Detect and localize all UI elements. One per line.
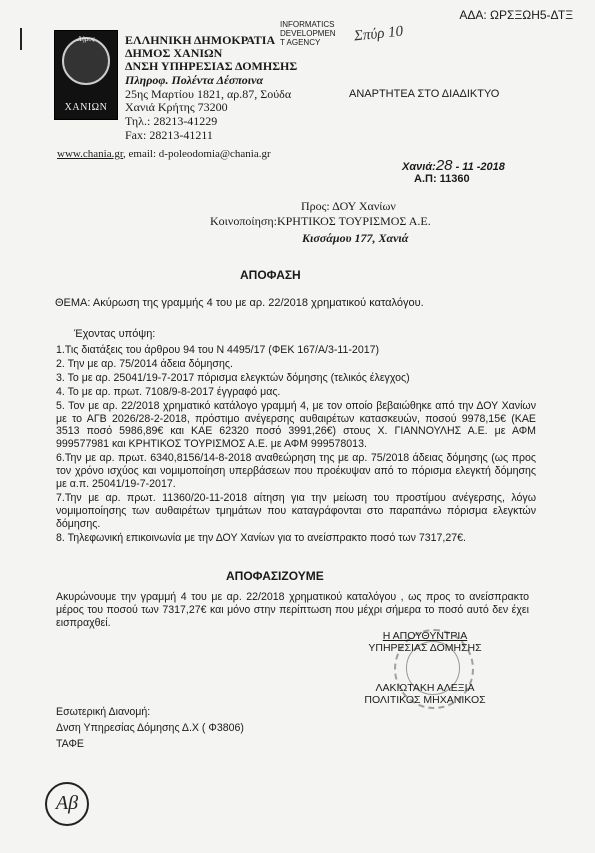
recipient-to: Προς: ΔΟΥ Χανίων: [301, 199, 396, 213]
logo-caption: Δήμος: [77, 35, 95, 43]
handwritten-initials: Αβ: [45, 782, 89, 826]
internal-distribution: [56, 704, 244, 752]
document-date: Χανιά:28 - 11 -2018: [402, 157, 505, 174]
municipality-logo: [54, 30, 118, 120]
org-line-1: ΕΛΛΗΝΙΚΗ ΔΗΜΟΚΡΑΤΙΑ: [125, 33, 276, 47]
logo-emblem-icon: [62, 37, 110, 85]
org-line-3: ΔΝΣΗ ΥΠΗΡΕΣΙΑΣ ΔΟΜΗΣΗΣ: [125, 59, 298, 73]
protocol-number: Α.Π: 11360: [414, 173, 470, 185]
handwritten-note: Σπύρ 10: [353, 23, 404, 45]
decide-title: ΑΠΟΦΑΣΙΖΟΥΜΕ: [226, 569, 324, 583]
contact-person: Πληροφ. Πολέντα Δέσποινα: [125, 73, 264, 87]
phone: Τηλ.: 28213-41229: [125, 114, 218, 128]
ada-code: ΑΔΑ: ΩΡΣΞΩΗ5-ΔΤΞ: [459, 8, 573, 22]
decision-text: Ακυρώνουμε την γραμμή 4 του με αρ. 22/2018 χρηματικού καταλόγου , ως προς το ανείσπρακτο μέρος του ποσού των 7317,27€ και μόνο στην περίπτωση που μέχρι σήμερα το ποσό αυτό δεν έχει εισπραχθεί.: [56, 591, 529, 629]
address: 25ης Μαρτίου 1821, αρ.87, Σούδα: [125, 87, 292, 101]
website-link[interactable]: www.chania.gr: [57, 148, 124, 160]
email: , email: d-poleodomia@chania.gr: [123, 148, 271, 160]
signatory-title: ΠΟΛΙΤΙΚΟΣ ΜΗΧΑΝΙΚΟΣ: [364, 694, 486, 706]
list-item: 7.Την με αρ. πρωτ. 11360/20-11-2018 αίτηση για την μείωση του προστίμου ανέγερσης, λόγω νομιμοποίησης των αυθαιρέτων τμημάτων που καταγράφονται στο παραπάνω πόρισμα ελεγκτών δόμησης.: [56, 491, 536, 530]
margin-mark: [20, 28, 22, 50]
internal-line-2: ΤΑΦΕ: [56, 738, 84, 750]
recipient-cc-address: Κισσάμου 177, Χανιά: [302, 231, 409, 245]
web-contact: [57, 148, 271, 160]
list-item: 3. Το με αρ. 25041/19-7-2017 πόρισμα ελεγκτών δόμησης (τελικός έλεγχος): [56, 371, 410, 384]
fax: Fax: 28213-41211: [125, 128, 213, 142]
internal-label: Εσωτερική Διανομή:: [56, 706, 151, 718]
list-item: 2. Την με αρ. 75/2014 άδεια δόμησης.: [56, 357, 233, 370]
date-day: 28: [435, 157, 453, 174]
signatory-department: ΥΠΗΡΕΣΙΑΣ ΔΟΜΗΣΗΣ: [368, 642, 482, 654]
decision-title: ΑΠΟΦΑΣΗ: [240, 268, 301, 282]
signatory-role: Η ΑΠΟΥΘΥΝΤΡΙΑ: [382, 630, 468, 642]
recipient-cc: Κοινοποίηση:ΚΡΗΤΙΚΟΣ ΤΟΥΡΙΣΜΟΣ Α.Ε.: [210, 214, 431, 228]
considerations-list: [56, 344, 536, 546]
list-item: 6.Την με αρ. πρωτ. 6340,8156/14-8-2018 αναθεώρηση της με αρ. 75/2018 άδειας δόμησης (ως προς τον χρόνο ισχύος και νομιμοποίηση υπερβάσεων που προέκυψαν από το πόρισμα ελεγκτή δόμησης με α.π. 25041/19-7-2017.: [56, 452, 536, 491]
publish-notice: ΑΝΑΡΤΗΤΕΑ ΣΤΟ ΔΙΑΔΙΚΤΥΟ: [349, 88, 500, 100]
city: Χανιά Κρήτης 73200: [125, 100, 228, 114]
signatory-name: ΛΑΚΙΩΤΑΚΗ ΑΛΕΞΙΑ: [375, 682, 475, 694]
list-item: 1.Τις διατάξεις του άρθρου 94 του Ν 4495/17 (ΦΕΚ 167/Α/3-11-2017): [56, 344, 380, 356]
logo-city: ΧΑΝΙΩΝ: [64, 102, 108, 113]
list-item: 8. Τηλεφωνική επικοινωνία με την ΔΟΥ Χανίων για το ανείσπρακτο ποσό των 7317,27€.: [56, 531, 466, 544]
internal-line-1: Δνση Υπηρεσίας Δόμησης Δ.Χ ( Φ3806): [56, 722, 244, 734]
list-item: 4. Το με αρ. πρωτ. 7108/9-8-2017 έγγραφό μας.: [56, 385, 281, 398]
informatics-tag: INFORMATICS DEVELOPMEN T AGENCY: [280, 20, 336, 47]
signature-block: [355, 630, 495, 706]
having-regard-label: Έχοντας υπόψη:: [74, 328, 156, 340]
org-line-2: ΔΗΜΟΣ ΧΑΝΙΩΝ: [125, 46, 223, 60]
list-item: 5. Τον με αρ. 22/2018 χρηματικό κατάλογο γραμμή 4, με τον οποίο βεβαιώθηκε από την ΔΟΥ Χανίων με το ΑΓΒ 2026/28-2-2018, πρόστιμο ανέγερσης αυθαιρέτων κατασκευών, ποσού 9978,15€ (ΚΑΕ 3513 ποσό 5986,89€ και ΚΑΕ 62320 ποσό 3991,26€) στους Χ. ΓΙΑΝΝΟΥΛΗΣ Α.Ε. με ΑΦΜ 999577981 και ΚΡΗΤΙΚΟΣ ΤΟΥΡΙΣΜΟΣ Α.Ε. με ΑΦΜ 999578013.: [56, 399, 536, 451]
subject-line: ΘΕΜΑ: Ακύρωση της γραμμής 4 του με αρ. 22/2018 χρηματικού καταλόγου.: [55, 297, 424, 309]
